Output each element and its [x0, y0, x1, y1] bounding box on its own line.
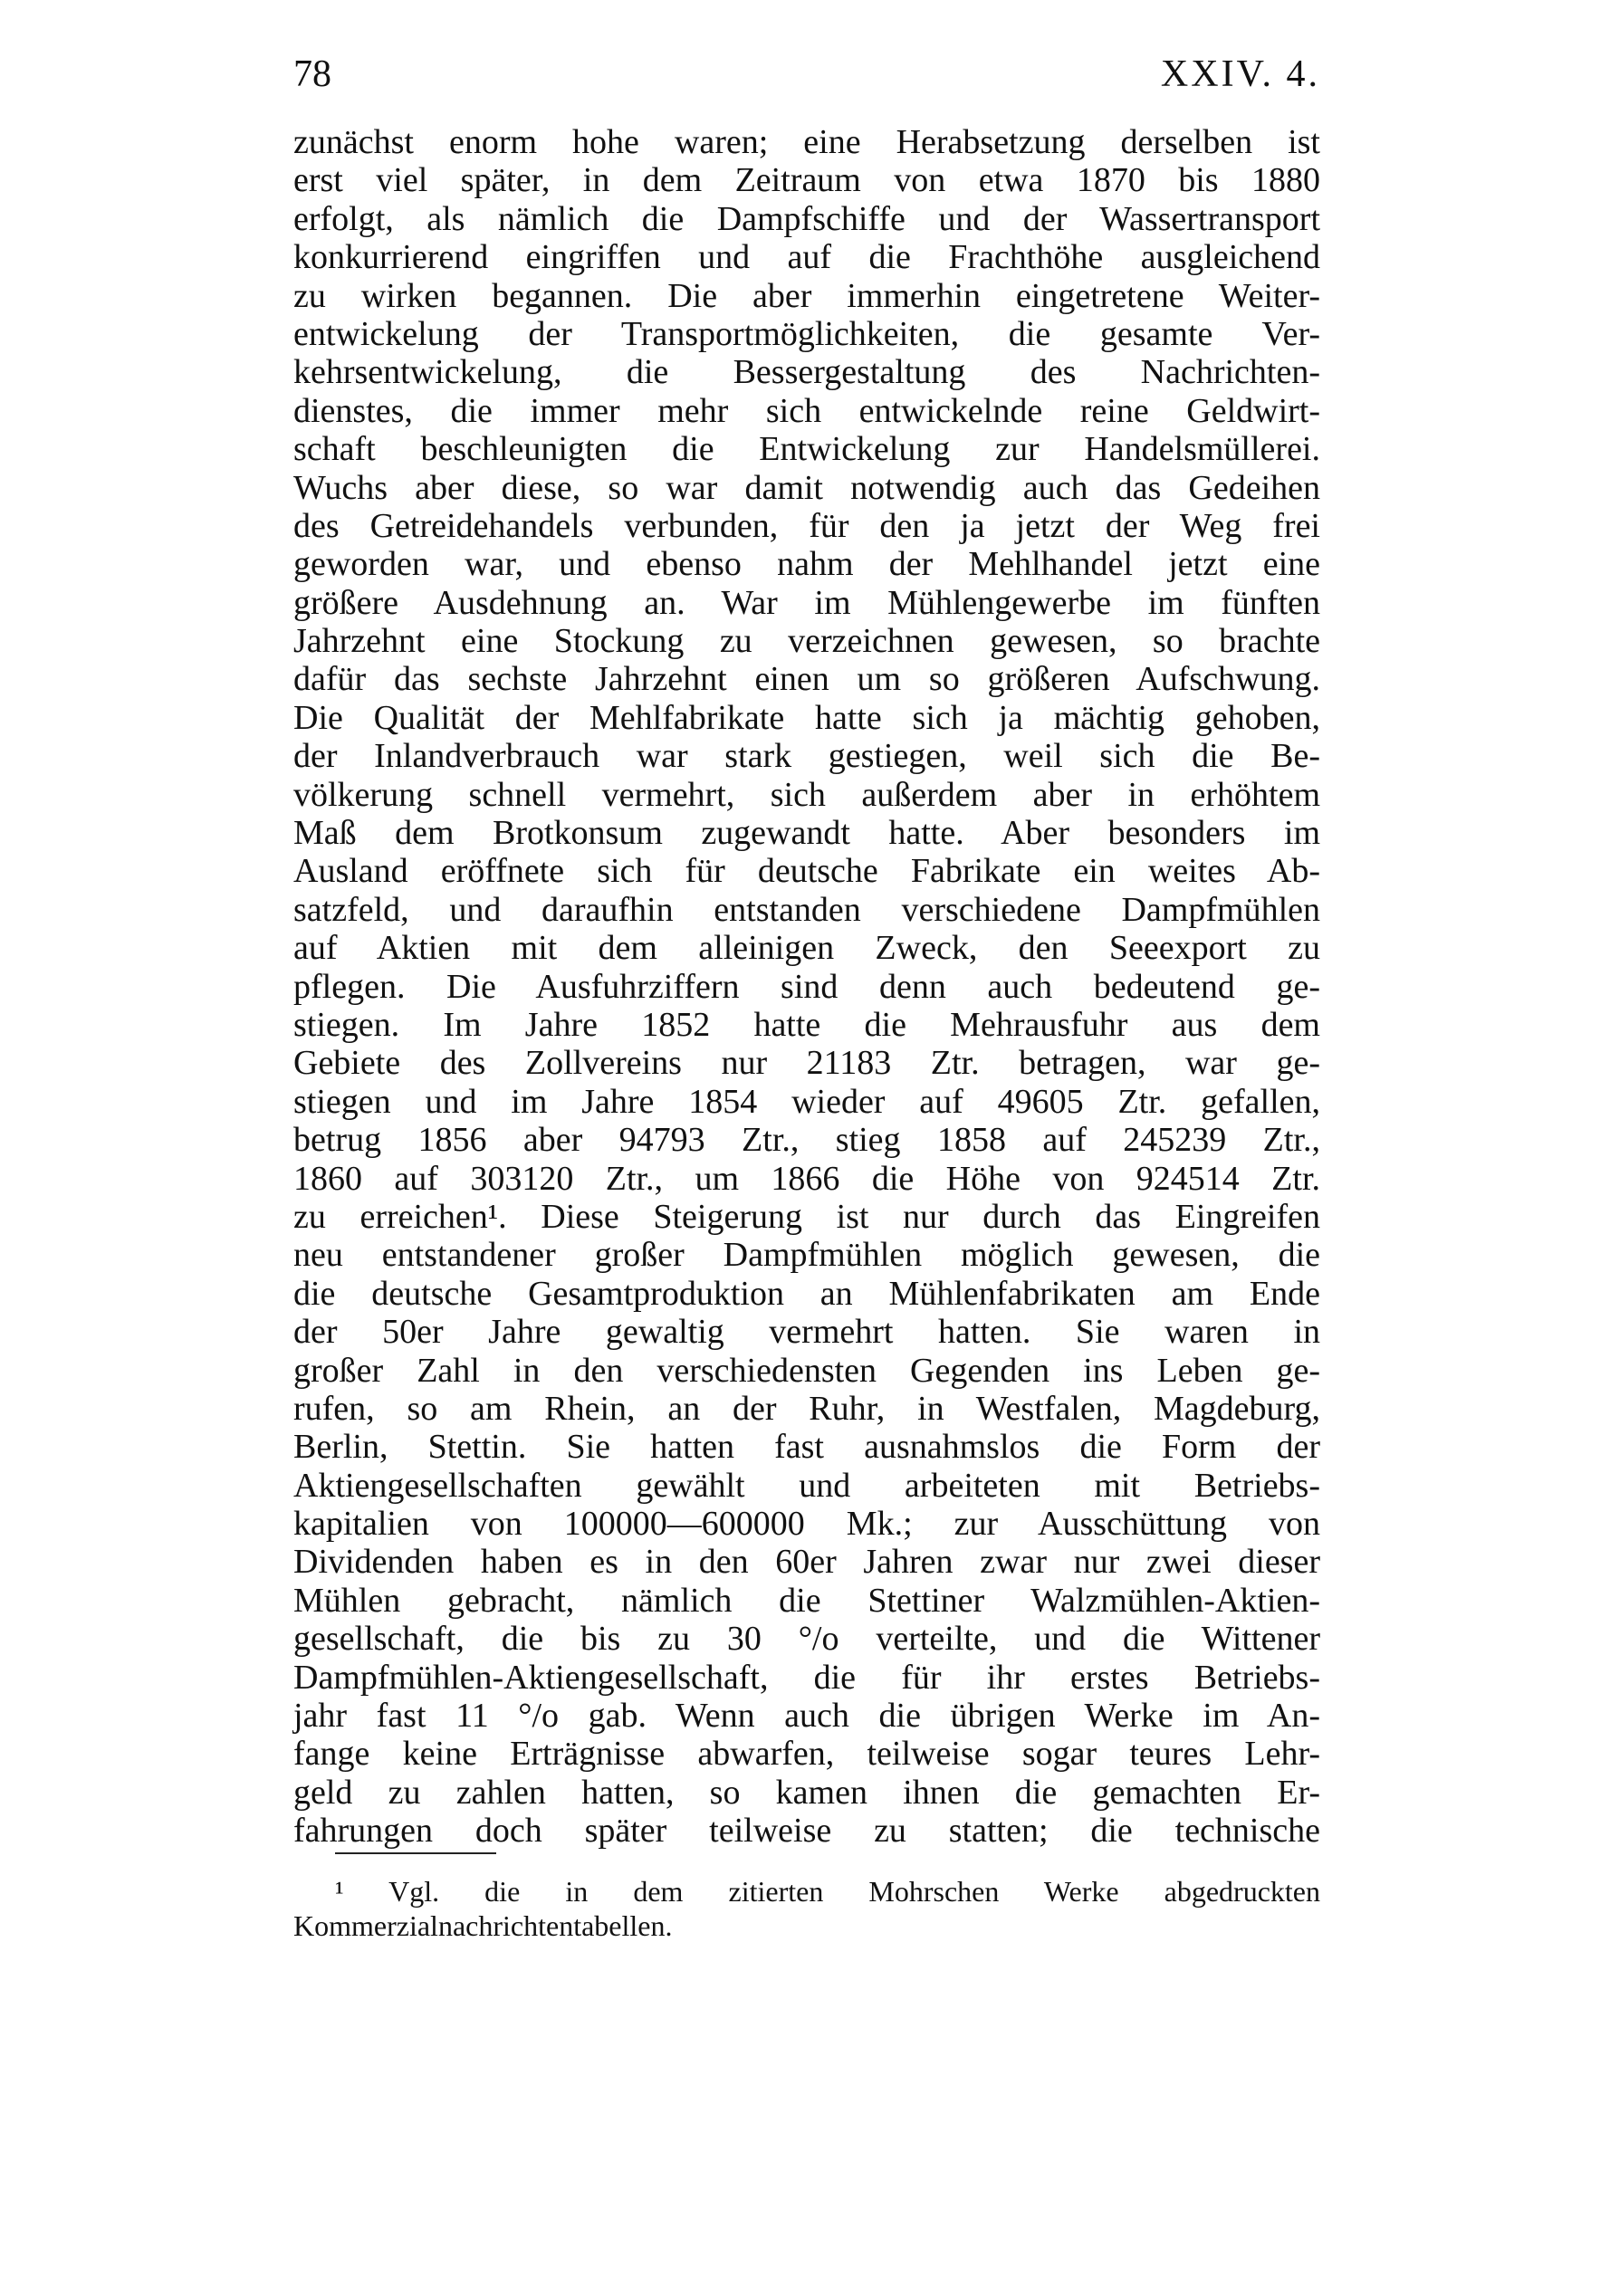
- text-line: entwickelung der Transportmöglichkeiten, die gesamte Ver-: [293, 314, 1320, 353]
- text-line: Wuchs aber diese, so war damit notwendig auch das Gedeihen: [293, 468, 1320, 507]
- text-line: 1860 auf 303120 Ztr., um 1866 die Höhe von 924514 Ztr.: [293, 1159, 1320, 1198]
- footnote-1-continued: Kommerzialnachrichtentabellen.: [293, 1909, 673, 1942]
- page-number: 78: [293, 53, 331, 95]
- text-line: Berlin, Stettin. Sie hatten fast ausnahmslos die Form der: [293, 1428, 1320, 1467]
- text-line: Maß dem Brotkonsum zugewandt hatte. Aber besonders im: [293, 814, 1320, 853]
- text-line: betrug 1856 aber 94793 Ztr., stieg 1858 auf 245239 Ztr.,: [293, 1121, 1320, 1160]
- text-line: die deutsche Gesamtproduktion an Mühlenfabrikaten am Ende: [293, 1274, 1320, 1313]
- text-line: geworden war, und ebenso nahm der Mehlhandel jetzt eine: [293, 545, 1320, 584]
- text-line: erfolgt, als nämlich die Dampfschiffe und der Wassertransport: [293, 199, 1320, 238]
- text-line: stiegen. Im Jahre 1852 hatte die Mehrausfuhr aus dem: [293, 1005, 1320, 1044]
- text-line: zunächst enorm hohe waren; eine Herabsetzung derselben ist: [293, 123, 1320, 161]
- text-line: der Inlandverbrauch war stark gestiegen, weil sich die Be-: [293, 737, 1320, 776]
- text-line: fange keine Erträgnisse abwarfen, teilweise sogar teures Lehr-: [293, 1735, 1320, 1774]
- text-line: Die Qualität der Mehlfabrikate hatte sich ja mächtig gehoben,: [293, 698, 1320, 737]
- text-line: fahrungen doch später teilweise zu statten; die technische: [293, 1812, 1320, 1851]
- text-line: völkerung schnell vermehrt, sich außerdem aber in erhöhtem: [293, 775, 1320, 814]
- text-line: kehrsentwickelung, die Bessergestaltung des Nachrichten-: [293, 353, 1320, 392]
- text-line: jahr fast 11 °/o gab. Wenn auch die übrigen Werke im An-: [293, 1697, 1320, 1736]
- text-line: dienstes, die immer mehr sich entwickelnde reine Geldwirt-: [293, 391, 1320, 430]
- footnotes: [293, 1874, 1320, 1943]
- text-line: größere Ausdehnung an. War im Mühlengewerbe im fünften: [293, 583, 1320, 622]
- text-line: kapitalien von 100000—600000 Mk.; zur Ausschüttung von: [293, 1505, 1320, 1544]
- footnote-divider: [335, 1852, 496, 1854]
- text-line: satzfeld, und daraufhin entstanden verschiedene Dampfmühlen: [293, 890, 1320, 929]
- text-line: konkurrierend eingriffen und auf die Frachthöhe ausgleichend: [293, 238, 1320, 277]
- text-line: neu entstandener großer Dampfmühlen möglich gewesen, die: [293, 1236, 1320, 1275]
- text-line: Ausland eröffnete sich für deutsche Fabrikate ein weites Ab-: [293, 852, 1320, 891]
- footnote-1: ¹ Vgl. die in dem zitierten Mohrschen Werke abgedruckten: [335, 1875, 1320, 1908]
- text-line: schaft beschleunigten die Entwickelung zur Handelsmüllerei.: [293, 430, 1320, 469]
- text-line: Aktiengesellschaften gewählt und arbeiteten mit Betriebs-: [293, 1466, 1320, 1505]
- text-line: geld zu zahlen hatten, so kamen ihnen die gemachten Er-: [293, 1773, 1320, 1812]
- text-line: zu wirken begannen. Die aber immerhin eingetretene Weiter-: [293, 276, 1320, 315]
- running-head: XXIV. 4.: [1160, 53, 1320, 95]
- text-line: Mühlen gebracht, nämlich die Stettiner Walzmühlen-Aktien-: [293, 1581, 1320, 1620]
- text-line: stiegen und im Jahre 1854 wieder auf 49605 Ztr. gefallen,: [293, 1082, 1320, 1121]
- text-line: zu erreichen¹. Diese Steigerung ist nur durch das Eingreifen: [293, 1197, 1320, 1236]
- text-line: Gebiete des Zollvereins nur 21183 Ztr. betragen, war ge-: [293, 1044, 1320, 1083]
- text-line: Dividenden haben es in den 60er Jahren zwar nur zwei dieser: [293, 1543, 1320, 1582]
- page-header: [293, 47, 1320, 101]
- text-line: gesellschaft, die bis zu 30 °/o verteilte, und die Wittener: [293, 1620, 1320, 1659]
- text-line: dafür das sechste Jahrzehnt einen um so größeren Aufschwung.: [293, 660, 1320, 699]
- text-line: der 50er Jahre gewaltig vermehrt hatten. Sie waren in: [293, 1313, 1320, 1352]
- text-line: Dampfmühlen-Aktiengesellschaft, die für ihr erstes Betriebs-: [293, 1658, 1320, 1697]
- text-line: Jahrzehnt eine Stockung zu verzeichnen gewesen, so brachte: [293, 622, 1320, 661]
- text-line: erst viel später, in dem Zeitraum von etwa 1870 bis 1880: [293, 161, 1320, 200]
- text-line: auf Aktien mit dem alleinigen Zweck, den Seeexport zu: [293, 929, 1320, 968]
- body-text: [293, 123, 1320, 1851]
- text-line: pflegen. Die Ausfuhrziffern sind denn auch bedeutend ge-: [293, 967, 1320, 1006]
- text-line: rufen, so am Rhein, an der Ruhr, in Westfalen, Magdeburg,: [293, 1389, 1320, 1428]
- text-line: großer Zahl in den verschiedensten Gegenden ins Leben ge-: [293, 1351, 1320, 1390]
- text-line: des Getreidehandels verbunden, für den ja jetzt der Weg frei: [293, 506, 1320, 545]
